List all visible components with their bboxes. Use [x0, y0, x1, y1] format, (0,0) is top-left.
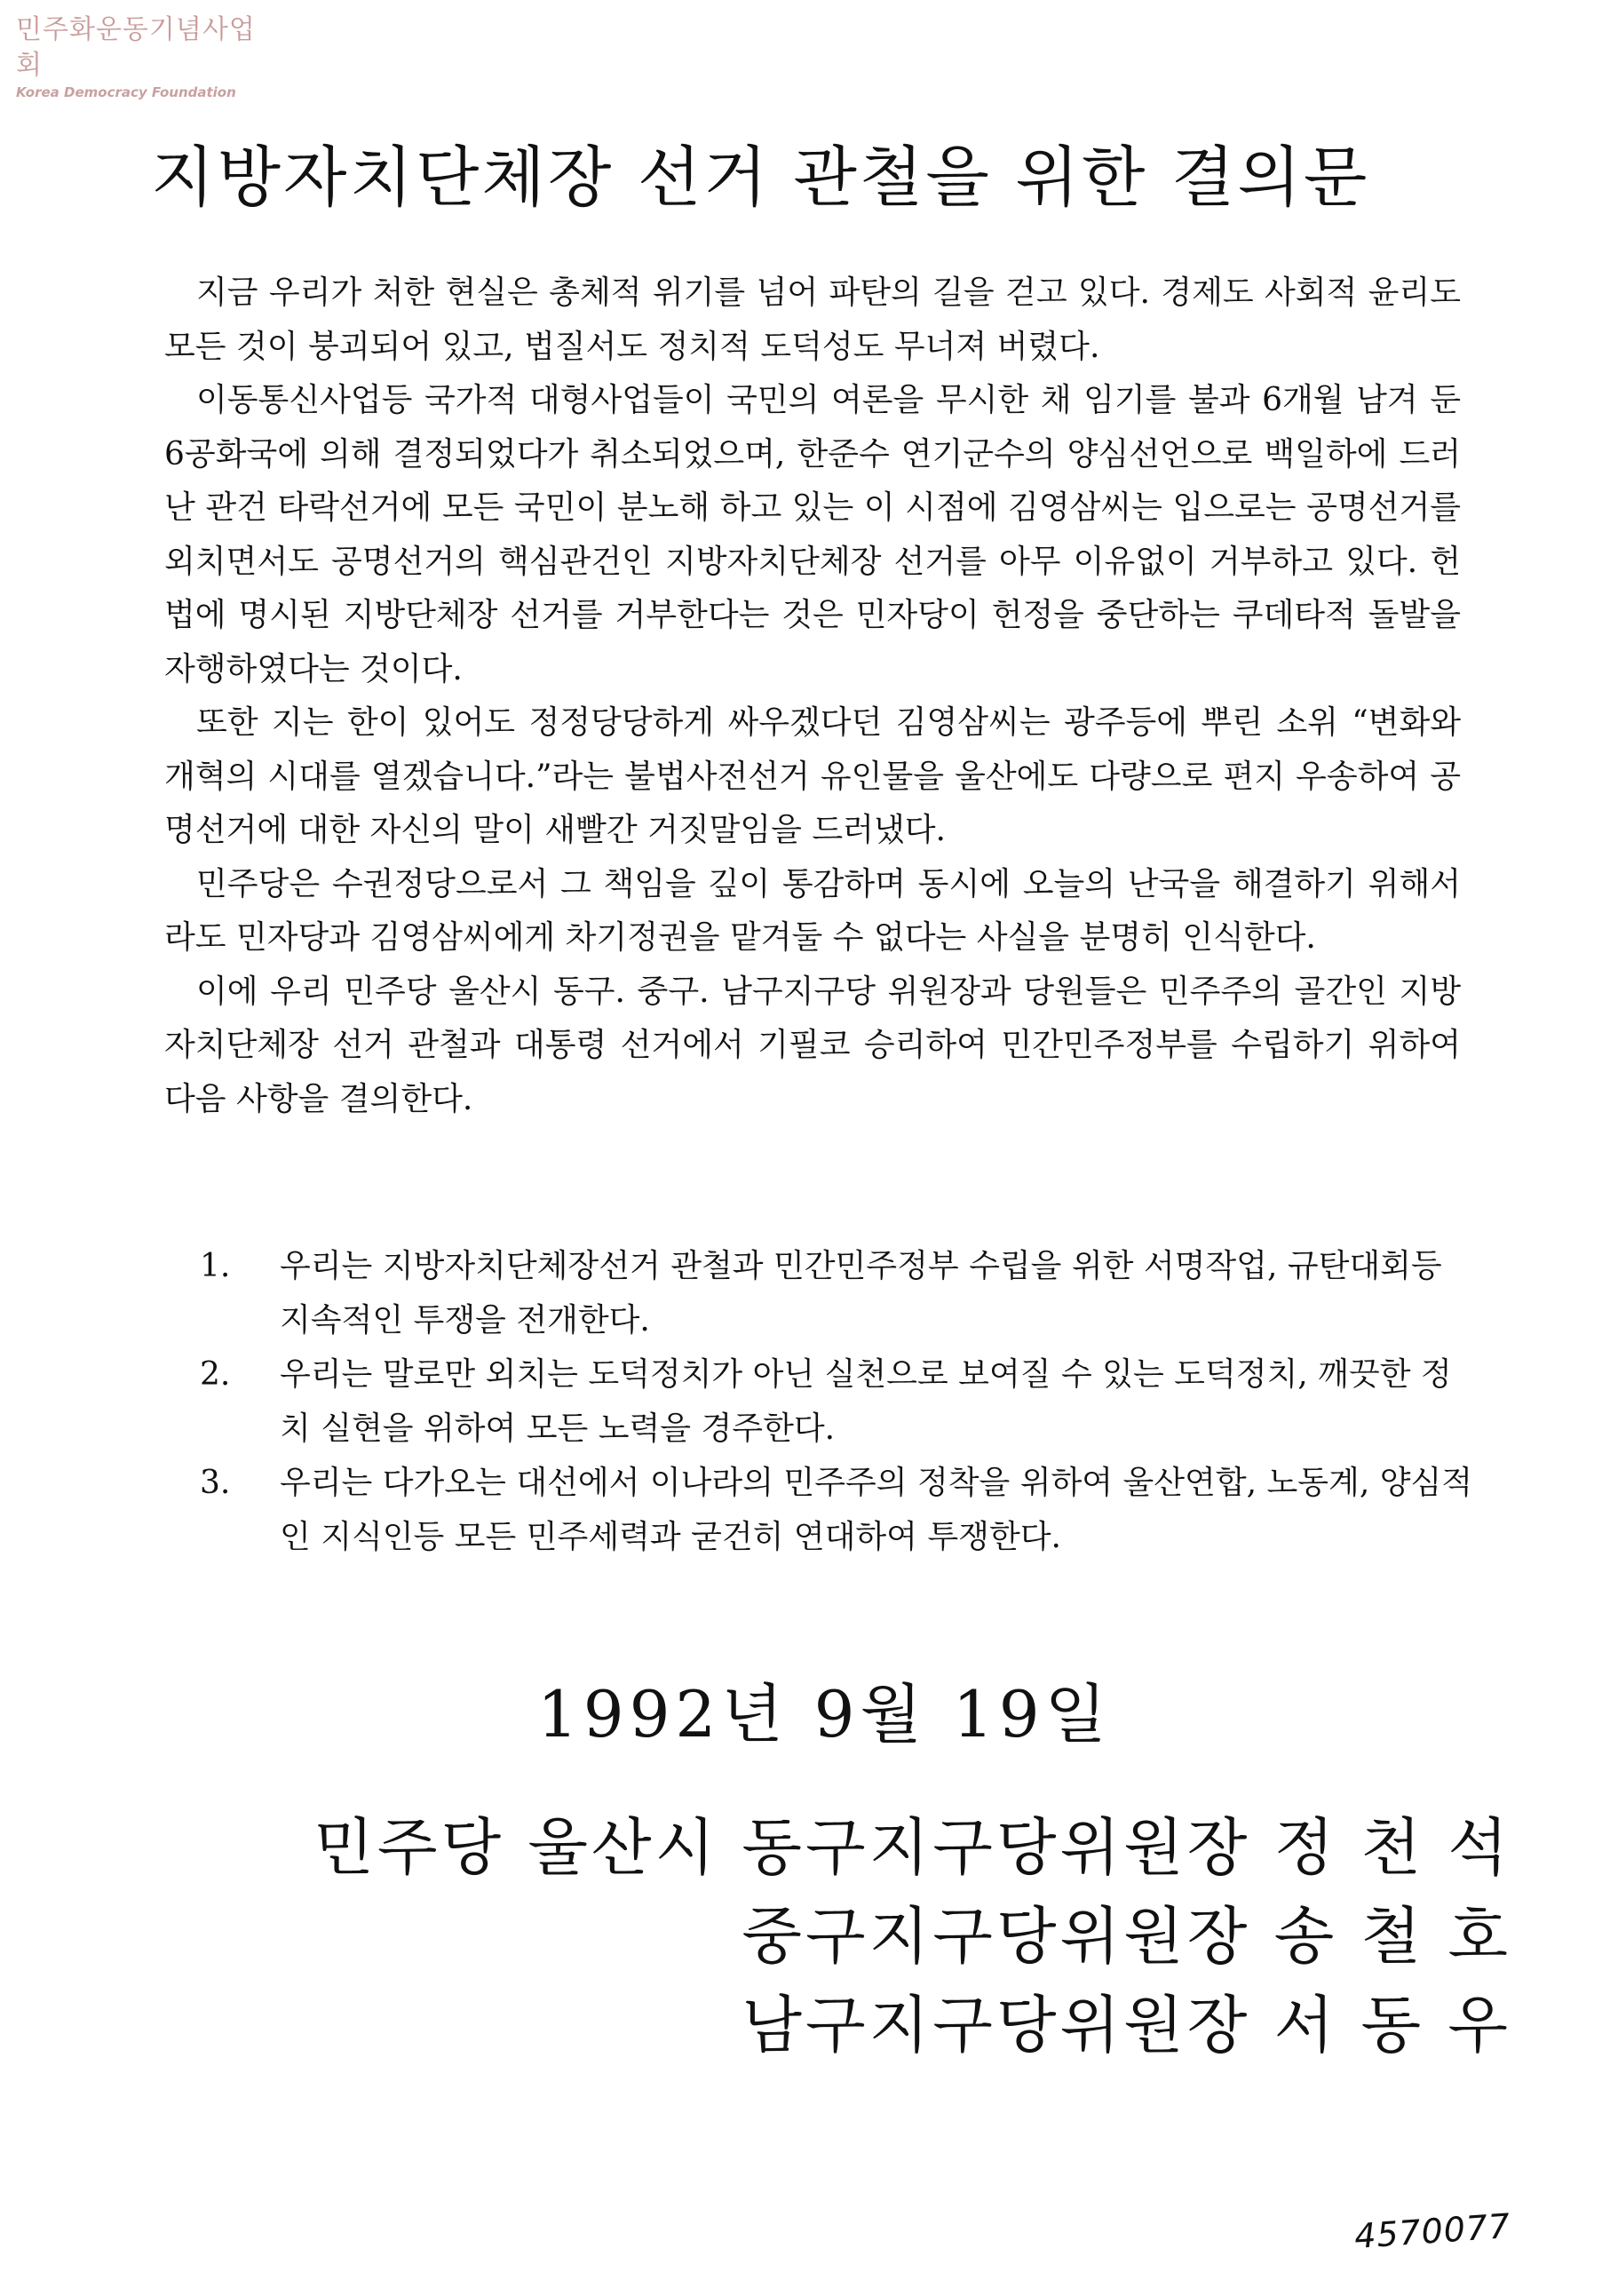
signature-dong-gu: 민주당 울산시 동구지구당위원장 정 천 석 [313, 1811, 1511, 1884]
paragraph-4: 민주당은 수권정당으로서 그 책임을 깊이 통감하며 동시에 오늘의 난국을 해결하기 위해서라도 민자당과 김영삼씨에게 차기정권을 맡겨둘 수 없다는 사실을 분명히 인식한다. [164, 865, 1461, 956]
resolution-number: 1. [200, 1248, 231, 1284]
paragraph-5: 이에 우리 민주당 울산시 동구. 중구. 남구지구당 위원장과 당원들은 민주주의 골간인 지방자치단체장 선거 관철과 대통령 선거에서 기필코 승리하여 민간민주정부를 수립하기 위하여 다음 사항을 결의한다. [164, 973, 1461, 1117]
document-date: 1992년 9월 19일 [537, 1677, 1113, 1752]
paragraph-2: 이동통신사업등 국가적 대형사업들이 국민의 여론을 무시한 채 임기를 불과 6개월 남겨 둔 6공화국에 의해 결정되었다가 취소되었으며, 한준수 연기군수의 양심선언으로 백일하에 드러난 관건 타락선거에 모든 국민이 분노해 하고 있는 이 시점에 김영삼씨는 입으로는 공명선거를 외치면서도 공명선거의 핵심관건인 지방자치단체장 선거를 아무 이유없이 거부하고 있다. 헌법에 명시된 지방단체장 선거를 거부한다는 것은 민자당이 헌정을 중단하는 쿠데타적 돌발을 자행하였다는 것이다. [164, 382, 1461, 687]
resolution-number: 3. [200, 1465, 231, 1501]
resolution-number: 2. [200, 1356, 231, 1393]
signature-nam-gu: 남구지구당위원장 서 동 우 [742, 1989, 1511, 2062]
signature-jung-gu: 중구지구당위원장 송 철 호 [742, 1900, 1511, 1973]
signature-block [313, 1803, 1511, 2070]
resolution-item [200, 1239, 1479, 1347]
resolution-item [200, 1347, 1479, 1456]
document-title: 지방자치단체장 선거 관철을 위한 결의문 [151, 139, 1370, 216]
document-number: 4570077 [1352, 2205, 1512, 2257]
watermark-korean: 민주화운동기념사업회 [16, 14, 256, 81]
paragraph-3: 또한 지는 한이 있어도 정정당당하게 싸우겠다던 김영삼씨는 광주등에 뿌린 소위 “변화와 개혁의 시대를 열겠습니다.”라는 불법사전선거 유인물을 울산에도 다량으로 편지 우송하여 공명선거에 대한 자신의 말이 새빨간 거짓말임을 드러냈다. [164, 704, 1461, 848]
resolution-list [200, 1239, 1479, 1564]
paragraph-1: 지금 우리가 처한 현실은 총체적 위기를 넘어 파탄의 길을 걷고 있다. 경제도 사회적 윤리도 모든 것이 붕괴되어 있고, 법질서도 정치적 도덕성도 무너져 버렸다. [164, 274, 1461, 365]
watermark-english: Korea Democracy Foundation [16, 84, 236, 100]
resolution-text: 우리는 말로만 외치는 도덕정치가 아닌 실천으로 보여질 수 있는 도덕정치, 깨끗한 정치 실현을 위하여 모든 노력을 경주한다. [280, 1356, 1452, 1447]
document-body [164, 266, 1461, 1126]
resolution-text: 우리는 지방자치단체장선거 관철과 민간민주정부 수립을 위한 서명작업, 규탄대회등 지속적인 투쟁을 전개한다. [280, 1248, 1442, 1339]
resolution-text: 우리는 다가오는 대선에서 이나라의 민주주의 정착을 위하여 울산연합, 노동계, 양심적인 지식인등 모든 민주세력과 굳건히 연대하여 투쟁한다. [280, 1465, 1473, 1555]
watermark-logo [16, 12, 265, 101]
resolution-item [200, 1456, 1479, 1564]
